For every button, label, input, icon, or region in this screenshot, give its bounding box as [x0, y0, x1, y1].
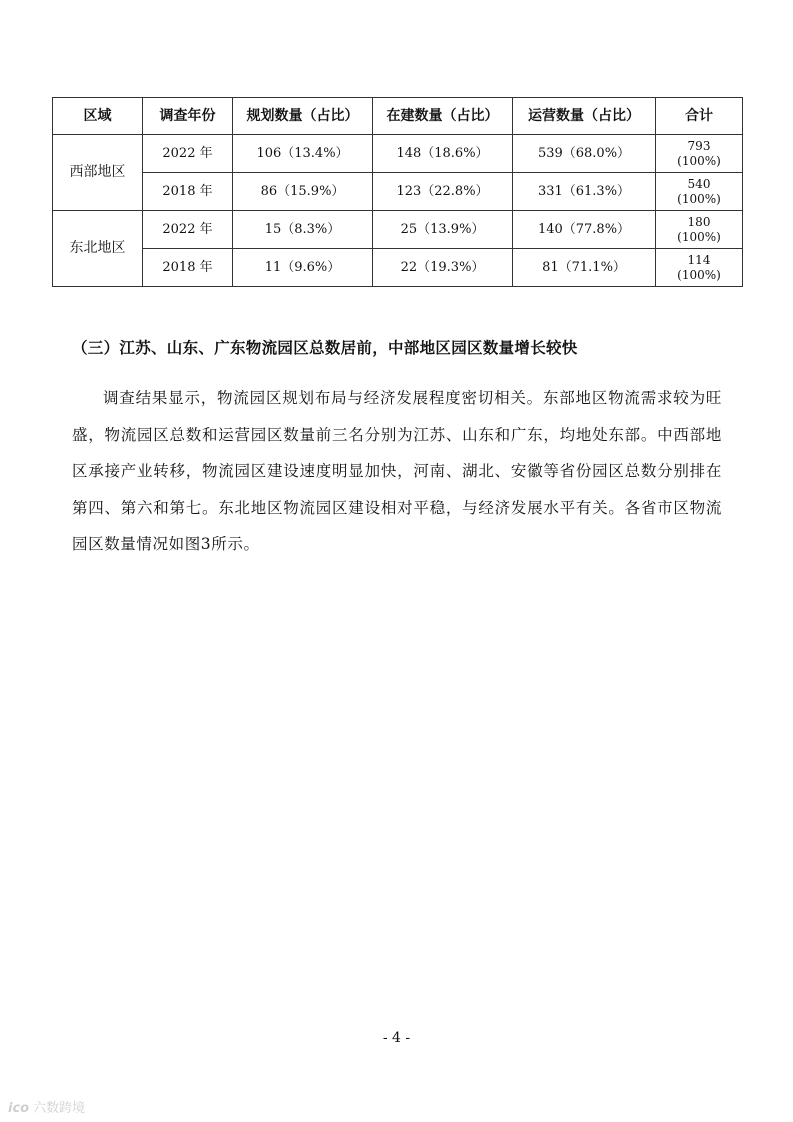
year-cell: 2018 年: [143, 249, 233, 287]
building-cell: 22（19.3%）: [373, 249, 513, 287]
total-value: 114: [687, 252, 711, 267]
building-cell: 148（18.6%）: [373, 135, 513, 173]
total-percent: (100%): [677, 191, 721, 206]
header-total: 合计: [656, 98, 743, 135]
total-percent: (100%): [677, 153, 721, 168]
region-cell: 东北地区: [53, 211, 143, 287]
watermark-logo-icon: ico: [8, 1101, 30, 1116]
total-value: 793: [687, 138, 711, 153]
planned-cell: 15（8.3%）: [233, 211, 373, 249]
watermark-text: 六数跨境: [33, 1101, 86, 1116]
section-heading: （三）江苏、山东、广东物流园区总数居前，中部地区园区数量增长较快: [72, 338, 578, 357]
total-value: 540: [687, 176, 711, 191]
building-cell: 25（13.9%）: [373, 211, 513, 249]
table-header-row: [53, 98, 743, 135]
total-percent: (100%): [677, 229, 721, 244]
total-cell: [656, 249, 743, 287]
year-cell: 2022 年: [143, 211, 233, 249]
logistics-park-table: [52, 97, 743, 287]
header-region: 区域: [53, 98, 143, 135]
page-number: - 4 -: [382, 1030, 411, 1046]
table-row: [53, 249, 743, 287]
total-cell: [656, 135, 743, 173]
planned-cell: 86（15.9%）: [233, 173, 373, 211]
region-cell: 西部地区: [53, 135, 143, 211]
planned-cell: 11（9.6%）: [233, 249, 373, 287]
header-operating: 运营数量（占比）: [513, 98, 656, 135]
year-cell: 2018 年: [143, 173, 233, 211]
planned-cell: 106（13.4%）: [233, 135, 373, 173]
watermark: [8, 1097, 85, 1116]
total-percent: (100%): [677, 267, 721, 282]
total-value: 180: [687, 214, 711, 229]
building-cell: 123（22.8%）: [373, 173, 513, 211]
table-row: [53, 173, 743, 211]
operating-cell: 81（71.1%）: [513, 249, 656, 287]
body-paragraph: 调查结果显示，物流园区规划布局与经济发展程度密切相关。东部地区物流需求较为旺盛，物流园区总数和运营园区数量前三名分别为江苏、山东和广东，均地处东部。中西部地区承接产业转移，物流园区建设速度明显加快，河南、湖北、安徽等省份园区总数分别排在第四、第六和第七。东北地区物流园区建设相对平稳，与经济发展水平有关。各省市区物流园区数量情况如图3所示。: [72, 389, 722, 553]
operating-cell: 539（68.0%）: [513, 135, 656, 173]
table-row: [53, 211, 743, 249]
total-cell: [656, 173, 743, 211]
operating-cell: 140（77.8%）: [513, 211, 656, 249]
table-row: [53, 135, 743, 173]
total-cell: [656, 211, 743, 249]
operating-cell: 331（61.3%）: [513, 173, 656, 211]
header-year: 调查年份: [143, 98, 233, 135]
header-building: 在建数量（占比）: [373, 98, 513, 135]
year-cell: 2022 年: [143, 135, 233, 173]
header-planned: 规划数量（占比）: [233, 98, 373, 135]
